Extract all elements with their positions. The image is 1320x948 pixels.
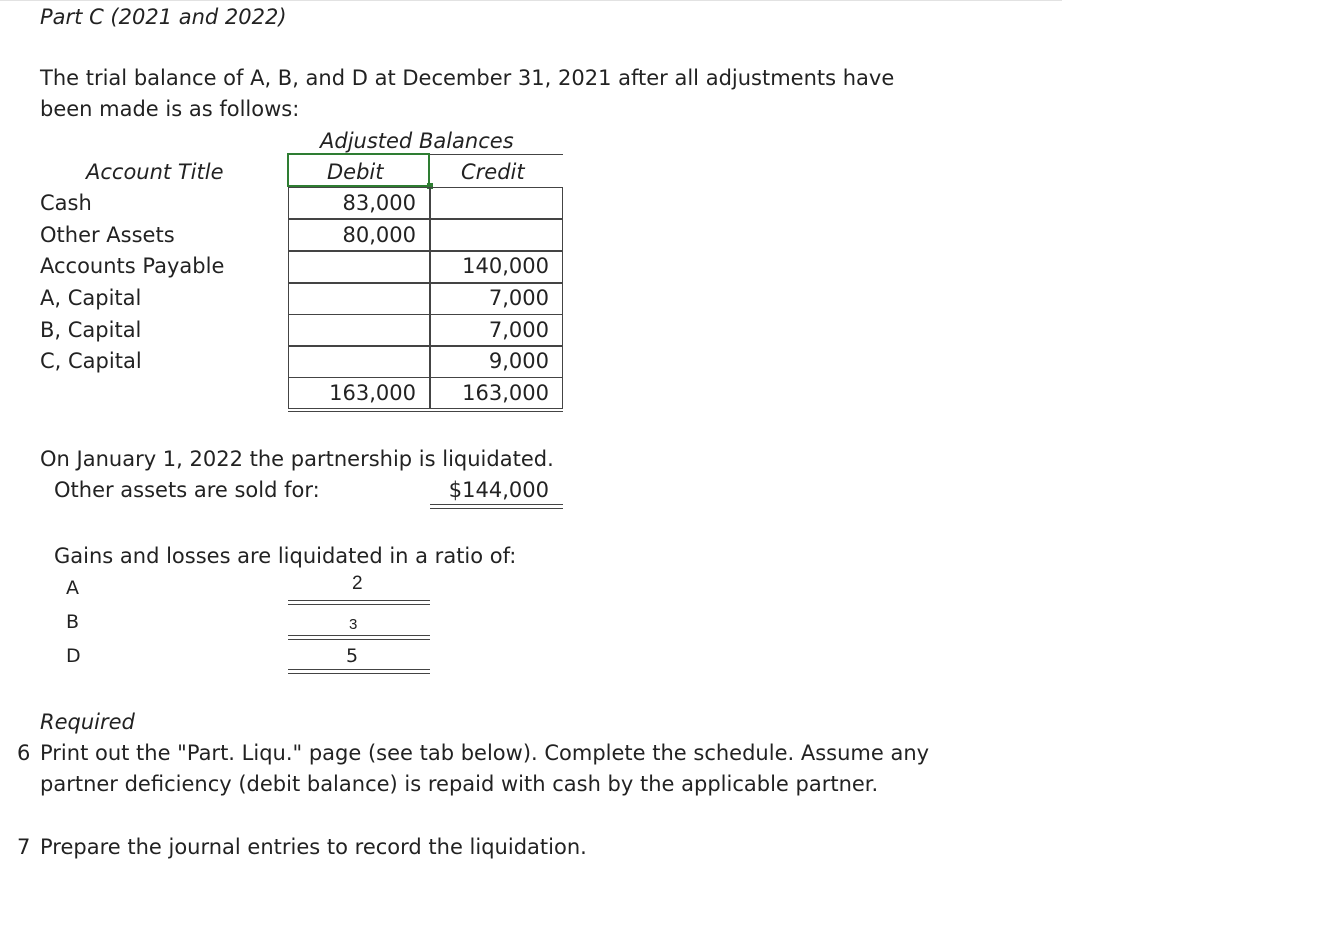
adjusted-balances-header: Adjusted Balances: [320, 129, 514, 153]
sold-value: $144,000: [448, 478, 549, 502]
other-assets-debit: 80,000: [342, 223, 416, 247]
intro-line-1: The trial balance of A, B, and D at December 31, 2021 after all adjustments have: [40, 66, 895, 90]
debit-header: Debit: [327, 160, 384, 184]
account-accounts-payable: Accounts Payable: [40, 254, 225, 278]
credit-header: Credit: [461, 160, 525, 184]
account-other-assets: Other Assets: [40, 223, 175, 247]
sold-underline-2: [430, 508, 563, 509]
account-b-capital: B, Capital: [40, 318, 142, 342]
required-heading: Required: [40, 710, 135, 734]
total-double-underline: [288, 411, 563, 412]
account-a-capital: A, Capital: [40, 286, 142, 310]
other-assets-credit-cell[interactable]: [430, 219, 563, 251]
ratio-partner-a: A: [66, 577, 79, 599]
ratio-a-underline-2: [288, 604, 430, 605]
ratio-d-underline-2: [288, 673, 430, 674]
ratio-value-b: 3: [349, 616, 358, 633]
ratio-b-underline-2: [288, 639, 430, 640]
liquidation-line: On January 1, 2022 the partnership is liquidated.: [40, 447, 554, 471]
b-capital-debit-cell[interactable]: [288, 314, 430, 346]
intro-line-2: been made is as follows:: [40, 97, 300, 121]
top-divider: [0, 0, 1062, 1]
req6-number: 6: [17, 741, 31, 765]
ratio-partner-b: B: [66, 611, 80, 633]
total-debit: 163,000: [329, 381, 416, 405]
ratio-value-d: 5: [346, 645, 359, 667]
b-capital-credit: 7,000: [488, 318, 549, 342]
ratio-partner-d: D: [66, 645, 81, 667]
part-heading: Part C (2021 and 2022): [40, 5, 287, 29]
account-cash: Cash: [40, 191, 92, 215]
account-c-capital: C, Capital: [40, 349, 142, 373]
req7-number: 7: [17, 835, 31, 859]
ratio-d-underline-1: [288, 669, 430, 670]
req7-text: Prepare the journal entries to record the liquidation.: [40, 835, 587, 859]
cash-credit-cell[interactable]: [430, 187, 563, 219]
c-capital-debit-cell[interactable]: [288, 346, 430, 378]
ratio-b-underline-1: [288, 635, 430, 636]
a-capital-credit: 7,000: [488, 286, 549, 310]
a-capital-debit-cell[interactable]: [288, 283, 430, 315]
c-capital-credit: 9,000: [488, 349, 549, 373]
accounts-payable-credit: 140,000: [462, 254, 549, 278]
req6-line-2: partner deficiency (debit balance) is repaid with cash by the applicable partner.: [40, 772, 879, 796]
account-title-header: Account Title: [86, 160, 224, 184]
ratio-intro: Gains and losses are liquidated in a ratio of:: [54, 544, 517, 568]
ratio-a-underline-1: [288, 600, 430, 601]
cash-debit: 83,000: [342, 191, 416, 215]
ratio-value-a: 2: [352, 573, 363, 594]
accounts-payable-debit-cell[interactable]: [288, 251, 430, 283]
sold-label: Other assets are sold for:: [54, 478, 320, 502]
total-credit: 163,000: [462, 381, 549, 405]
req6-line-1: Print out the "Part. Liqu." page (see tab below). Complete the schedule. Assume any: [40, 741, 930, 765]
sold-underline-1: [430, 504, 563, 505]
